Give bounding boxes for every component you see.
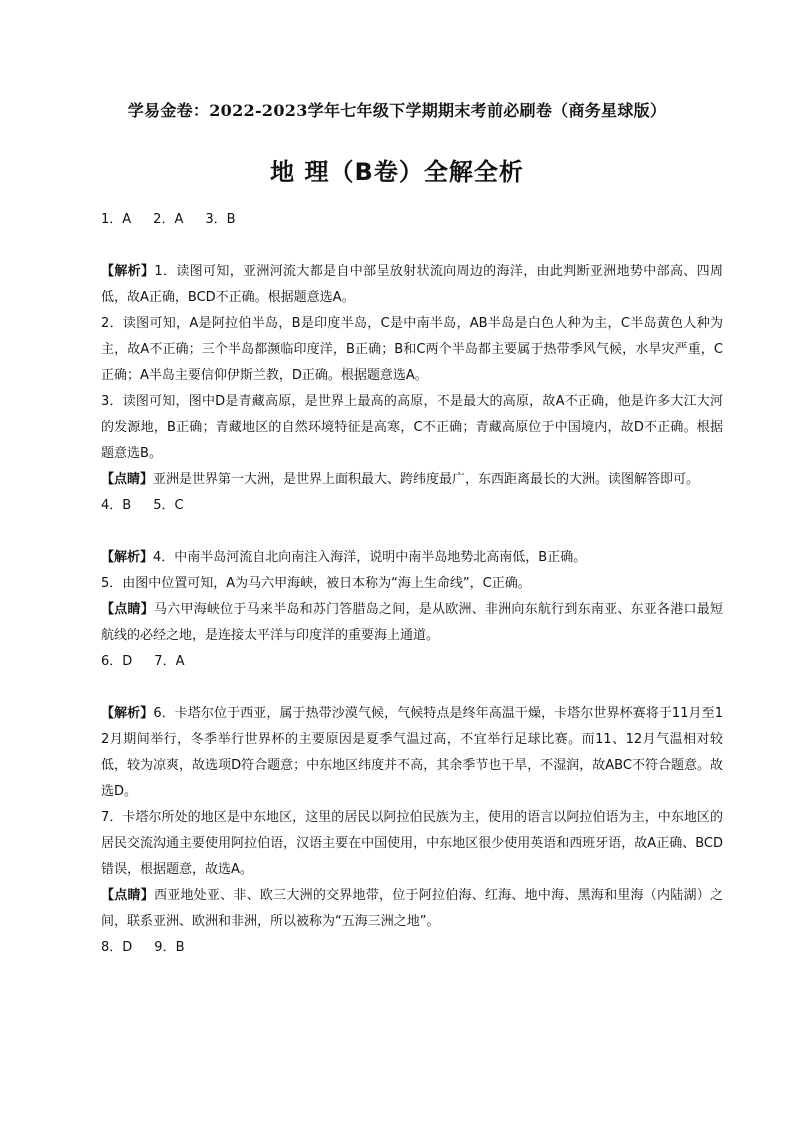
- explanation-paragraph: [101, 467, 723, 493]
- answer-key: 4．B: [101, 498, 132, 513]
- paragraph-text: 3．读图可知，图中D是青藏高原，是世界上最高的高原，不是最大的高原，故A不正确，他是许多大江大河的发源地，B正确；青藏地区的自然环境特征是高寒，C不正确；青藏高原位于中国境内，故D不正确。根据题意选B。: [101, 394, 723, 461]
- explanation-paragraph: [101, 701, 723, 805]
- section-tag: 【解析】: [101, 264, 155, 279]
- answer-key: 7．A: [154, 654, 185, 669]
- section-tag: 【点睛】: [101, 888, 154, 903]
- paragraph-text: 西亚地处亚、非、欧三大洲的交界地带，位于阿拉伯海、红海、地中海、黑海和里海（内陆湖）之间，联系亚洲、欧洲和非洲，所以被称为“五海三洲之地”。: [101, 888, 723, 929]
- answer-key: 1．A: [101, 212, 132, 227]
- explanation-paragraph: [101, 259, 723, 311]
- paragraph-text: 亚洲是世界第一大洲，是世界上面积最大、跨纬度最广，东西距离最长的大洲。读图解答即可。: [153, 472, 700, 487]
- answer-key-line: [101, 207, 723, 233]
- paragraph-text: 2．读图可知，A是阿拉伯半岛，B是印度半岛，C是中南半岛，AB半岛是白色人种为主，C半岛黄色人种为主，故A不正确；三个半岛都濒临印度洋，B正确；B和C两个半岛都主要属于热带季风气候，水旱灾严重，C正确；A半岛主要信仰伊斯兰教，D正确。根据题意选A。: [101, 316, 723, 383]
- document-subtitle: 学易金卷：2022-2023学年七年级下学期期末考前必刷卷（商务星球版）: [127, 101, 667, 120]
- answer-key-line: [101, 493, 723, 519]
- explanation-continuation: [101, 389, 723, 467]
- paragraph-text: 4．中南半岛河流自北向南注入海洋，说明中南半岛地势北高南低，B正确。: [153, 550, 587, 565]
- answer-key: 9．B: [154, 940, 185, 955]
- answer-key: 3．B: [205, 212, 236, 227]
- paragraph-text: 6．卡塔尔位于西亚，属于热带沙漠气候，气候特点是终年高温干燥，卡塔尔世界杯赛将于11月至12月期间举行，冬季举行世界杯的主要原因是夏季气温过高，不宜举行足球比赛。而11、12月气温相对较低，较为凉爽，故选项D符合题意；中东地区纬度并不高，其余季节也干旱，不湿润，故ABC不符合题意。故选D。: [101, 706, 723, 799]
- answer-key-line: [101, 935, 723, 961]
- answer-key-line: [101, 649, 723, 675]
- section-tag: 【解析】: [101, 550, 154, 565]
- explanation-paragraph: [101, 545, 723, 571]
- section-tag: 【解析】: [101, 706, 154, 721]
- spacer: [101, 233, 723, 259]
- spacer: [101, 675, 723, 701]
- explanation-paragraph: [101, 883, 723, 935]
- paragraph-text: 1．读图可知，亚洲河流大都是自中部呈放射状流向周边的海洋，由此判断亚洲地势中部高、四周低，故A正确，BCD不正确。根据题意选A。: [101, 264, 723, 305]
- explanation-paragraph: [101, 597, 723, 649]
- explanation-continuation: [101, 571, 723, 597]
- answer-key: 5．C: [153, 498, 184, 513]
- section-tag: 【点睛】: [101, 472, 154, 487]
- spacer: [101, 519, 723, 545]
- answer-key: 6．D: [101, 654, 133, 669]
- section-tag: 【点睛】: [101, 602, 154, 617]
- paragraph-text: 马六甲海峡位于马来半岛和苏门答腊岛之间，是从欧洲、非洲向东航行到东南亚、东亚各港口最短航线的必经之地，是连接太平洋与印度洋的重要海上通道。: [101, 602, 723, 643]
- explanation-continuation: [101, 805, 723, 883]
- answer-key: 2．A: [153, 212, 184, 227]
- answer-content: [101, 207, 723, 961]
- document-title: 地 理（B卷）全解全析: [270, 158, 524, 186]
- paragraph-text: 7．卡塔尔所处的地区是中东地区，这里的居民以阿拉伯民族为主，使用的语言以阿拉伯语为主，中东地区的居民交流沟通主要使用阿拉伯语，汉语主要在中国使用，中东地区很少使用英语和西班牙语，故A正确、BCD错误，根据题意，故选A。: [101, 810, 723, 877]
- explanation-continuation: [101, 311, 723, 389]
- answer-key: 8．D: [101, 940, 133, 955]
- paragraph-text: 5．由图中位置可知，A为马六甲海峡，被日本称为“海上生命线”，C正确。: [101, 576, 531, 591]
